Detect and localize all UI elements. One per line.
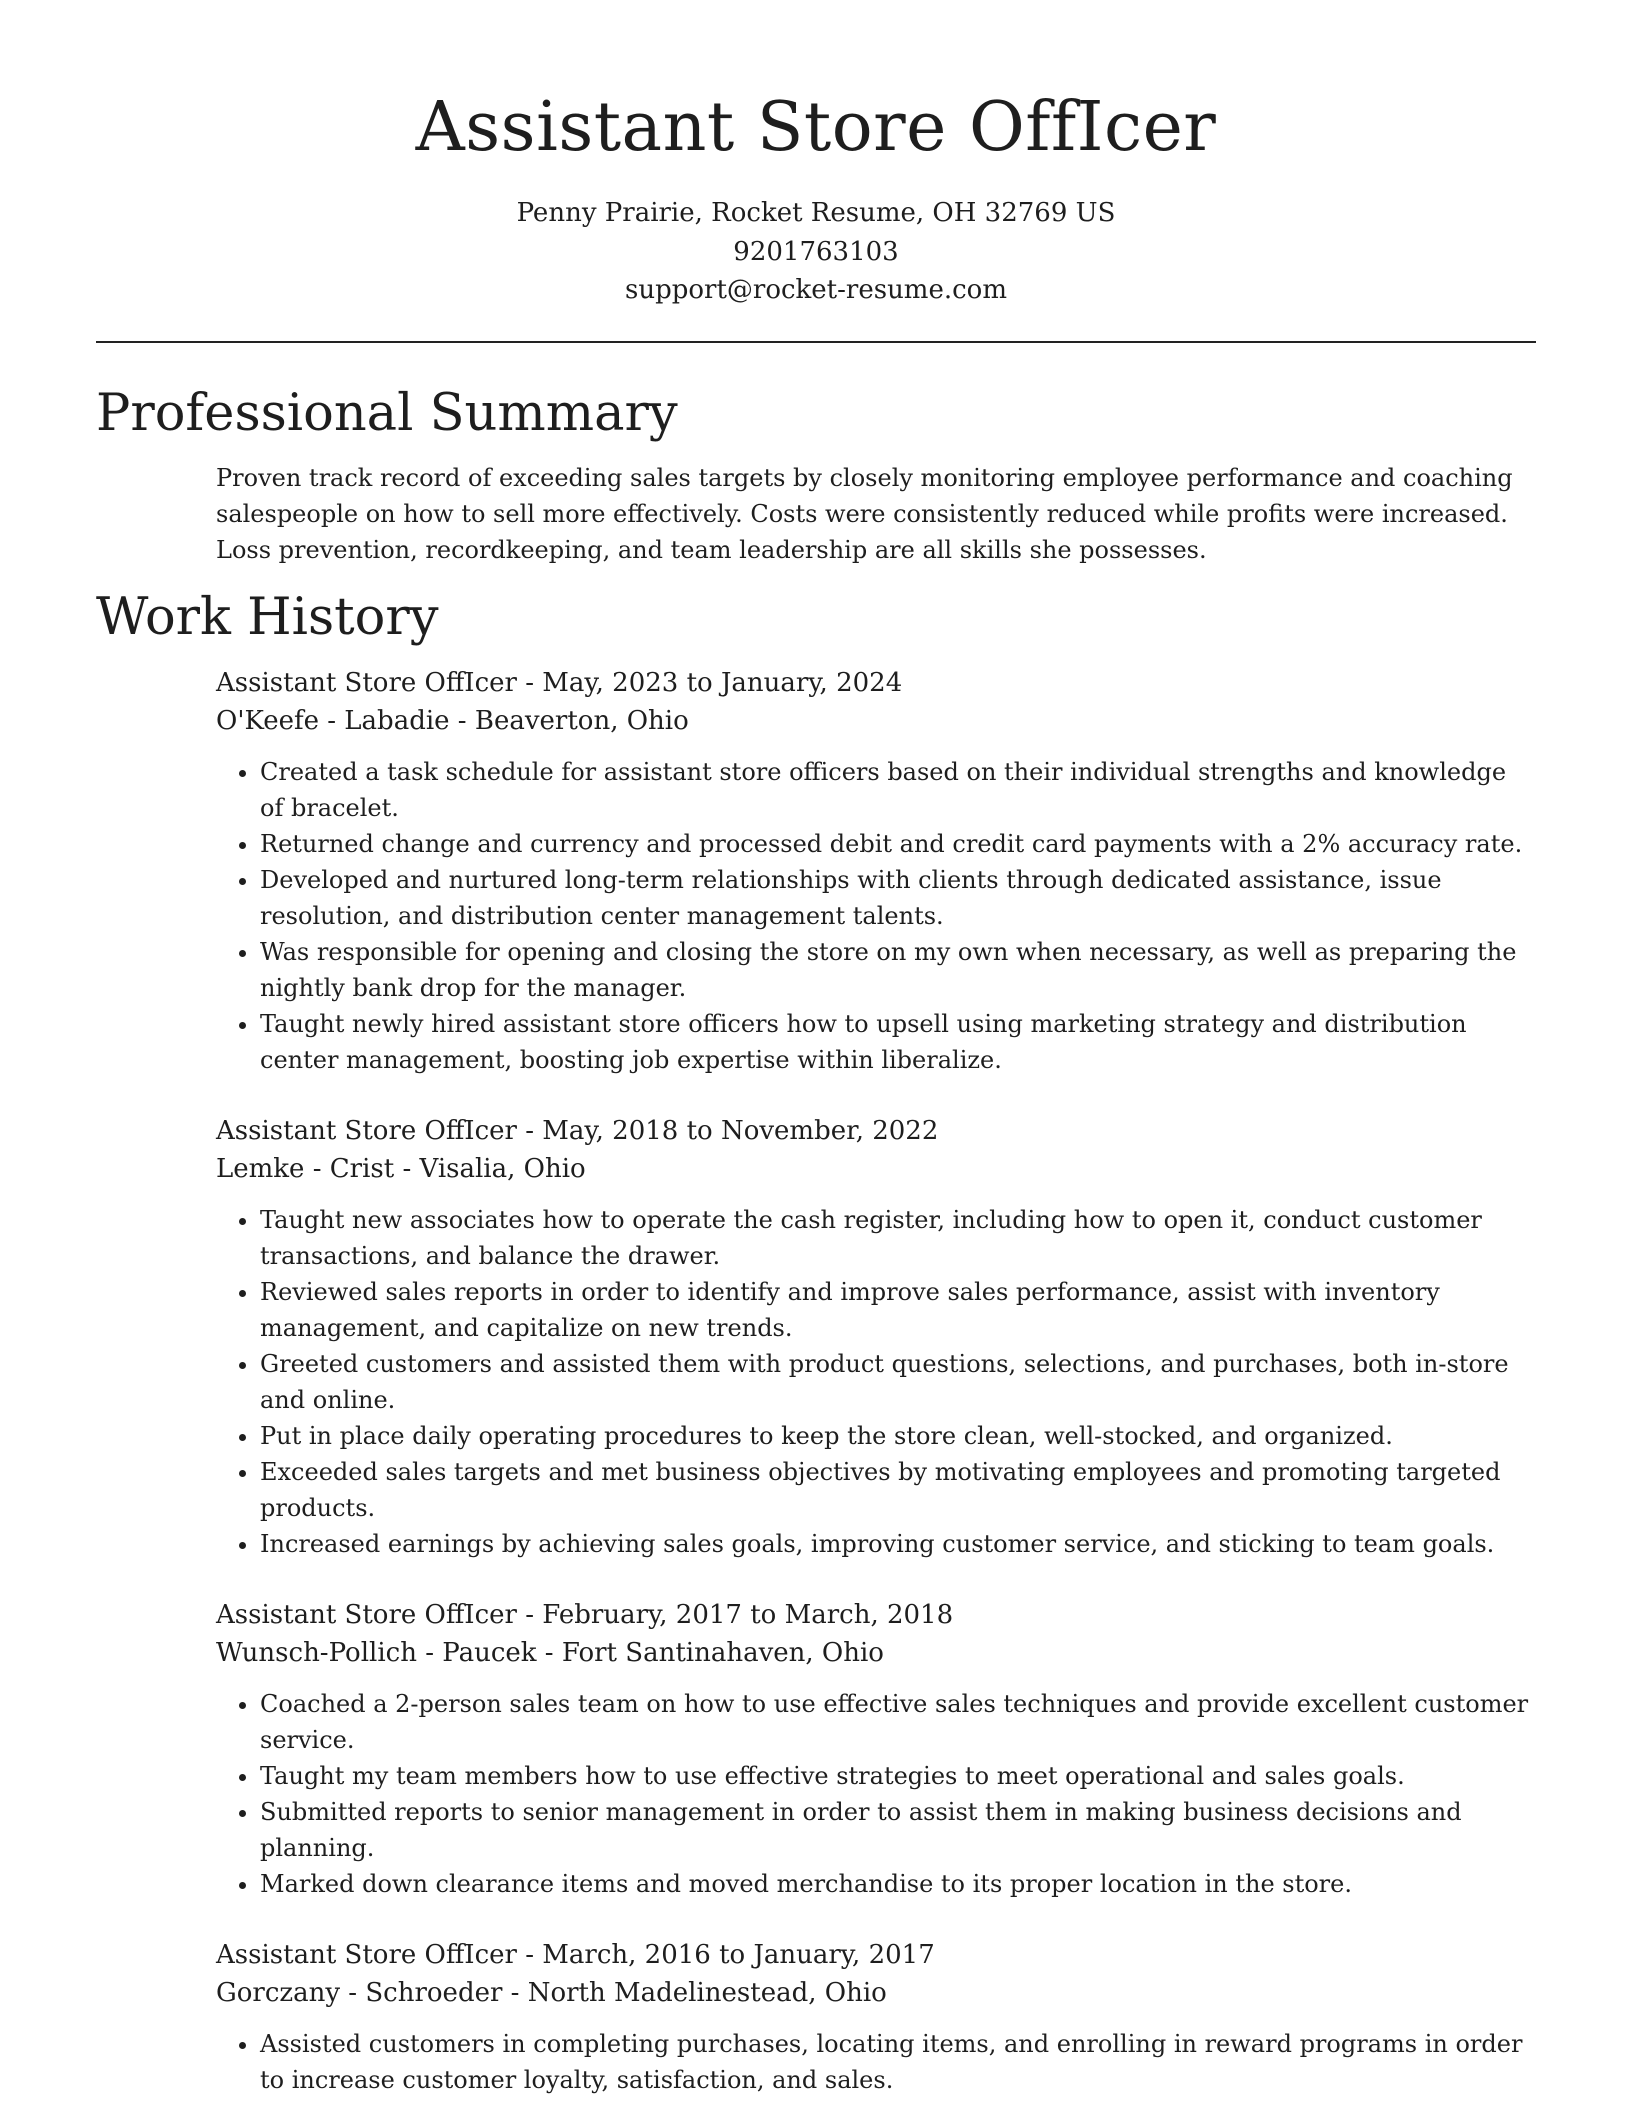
job-bullet: • Submitted reports to senior management in order to assist them in making business decisions and planning. — [260, 1794, 1536, 1866]
job-title-dates: Assistant Store OffIcer - May, 2018 to November, 2022 — [216, 1116, 939, 1146]
job-bullet: • Taught new associates how to operate the cash register, including how to open it, conduct customer transactions, and balance the drawer. — [260, 1202, 1536, 1274]
job-bullets — [216, 754, 1536, 1078]
resume-body — [96, 382, 1536, 2098]
job-entry — [216, 1112, 1536, 1562]
job-bullet: • Exceeded sales targets and met business objectives by motivating employees and promoting targeted products. — [260, 1454, 1536, 1526]
job-bullet: • Created a task schedule for assistant store officers based on their individual strengths and knowledge of bracelet. — [260, 754, 1536, 826]
contact-email: support@rocket-resume.com — [624, 275, 1007, 305]
job-bullet: • Increased earnings by achieving sales goals, improving customer service, and sticking to team goals. — [260, 1526, 1536, 1562]
job-bullet: • Developed and nurtured long-term relationships with clients through dedicated assistance, issue resolution, and distribution center management talents. — [260, 862, 1536, 934]
job-title-dates: Assistant Store OffIcer - May, 2023 to January, 2024 — [216, 668, 903, 698]
job-bullet: • Assisted customers in completing purchases, locating items, and enrolling in reward programs in order to increase customer loyalty, satisfaction, and sales. — [260, 2026, 1536, 2098]
contact-phone: 9201763103 — [733, 236, 899, 267]
job-bullet: • Returned change and currency and processed debit and credit card payments with a 2% accuracy rate. — [260, 826, 1536, 862]
job-company-location: Lemke - Crist - Visalia, Ohio — [216, 1154, 586, 1184]
job-company-location: Wunsch-Pollich - Paucek - Fort Santinahaven, Ohio — [216, 1638, 884, 1668]
job-bullet: • Was responsible for opening and closing the store on my own when necessary, as well as preparing the nightly bank drop for the manager. — [260, 934, 1536, 1006]
job-bullet: • Coached a 2-person sales team on how to use effective sales techniques and provide excellent customer service. — [260, 1686, 1536, 1758]
job-bullet: • Greeted customers and assisted them with product questions, selections, and purchases, both in-store and online. — [260, 1346, 1536, 1418]
job-bullet: • Marked down clearance items and moved merchandise to its proper location in the store. — [260, 1866, 1536, 1902]
summary-text: Proven track record of exceeding sales targets by closely monitoring employee performance and coaching salespeople on how to sell more effectively. Costs were consistently reduced while profits were increased. Loss prevention, recordkeeping, and team leadership are all skills she possesses. — [216, 464, 1513, 564]
job-title-dates: Assistant Store OffIcer - February, 2017 to March, 2018 — [216, 1600, 954, 1630]
job-bullet: • Put in place daily operating procedures to keep the store clean, well-stocked, and organized. — [260, 1418, 1536, 1454]
contact-block — [0, 194, 1632, 310]
job-company-location: Gorczany - Schroeder - North Madelinestead, Ohio — [216, 1978, 887, 2008]
job-entry — [216, 1596, 1536, 1902]
job-bullet: • Reviewed sales reports in order to identify and improve sales performance, assist with inventory management, and capitalize on new trends. — [260, 1274, 1536, 1346]
job-entry — [216, 664, 1536, 1078]
job-title-dates: Assistant Store OffIcer - March, 2016 to January, 2017 — [216, 1940, 935, 1970]
header-divider — [96, 341, 1536, 343]
job-company-location: O'Keefe - Labadie - Beaverton, Ohio — [216, 706, 689, 736]
job-bullets — [216, 2026, 1536, 2098]
job-bullet: • Taught newly hired assistant store officers how to upsell using marketing strategy and distribution center management, boosting job expertise within liberalize. — [260, 1006, 1536, 1078]
summary-heading: Professional Summary — [96, 384, 678, 443]
job-bullet: • Taught my team members how to use effective strategies to meet operational and sales goals. — [260, 1758, 1536, 1794]
resume-header — [0, 0, 1632, 310]
job-bullets — [216, 1686, 1536, 1902]
work-history-heading: Work History — [96, 588, 439, 647]
resume-title: Assistant Store OffIcer — [415, 88, 1217, 167]
job-entry — [216, 1936, 1536, 2098]
job-bullets — [216, 1202, 1536, 1562]
contact-address: Penny Prairie, Rocket Resume, OH 32769 US — [516, 198, 1116, 228]
